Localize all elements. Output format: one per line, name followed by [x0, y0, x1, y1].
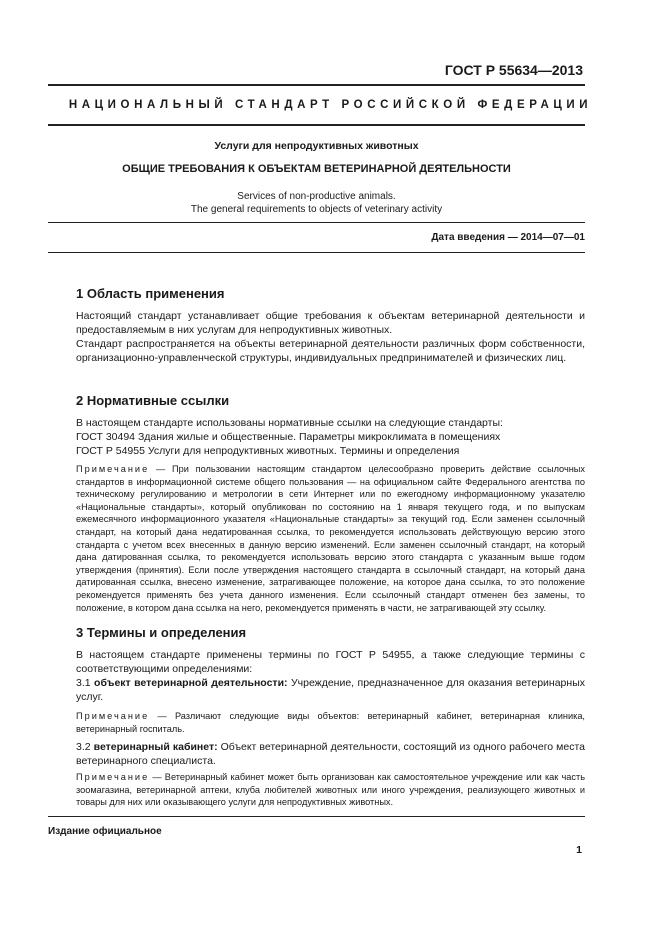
- term-3-2-number: 3.2: [76, 741, 94, 753]
- section2-intro: В настоящем стандарте использованы нормативные ссылки на следующие стандарты:: [76, 417, 503, 429]
- term-3-2-term: ветеринарный кабинет:: [93, 741, 218, 753]
- national-standard-banner: НАЦИОНАЛЬНЫЙ СТАНДАРТ РОССИЙСКОЙ ФЕДЕРАЦИИ: [68, 99, 593, 111]
- note-text: — При пользовании настоящим стандартом целесообразно проверить действие ссылочных стандартов в информационной системе общего пользования — на официальном сайте Федерального агентства по техническому регулированию и метрологии в сети Интернет или по ежегодному информационному указателю «Национальные стандарты», который опубликован по состоянию на 1 января текущего года, и по выпускам ежемесячного информационного указателя «Национальные стандарты» за текущий год. Если заменен ссылочный стандарт, на который дана недатированная ссылка, то рекомендуется использовать действующую версию этого стандарта с учетом всех внесенных в данную версию изменений. Если заменен ссылочный стандарт, на который дана датированная ссылка, то рекомендуется использовать версию этого стандарта с указанным выше годом утверждения (принятия). Если после утверждения настоящего стандарта в ссылочный стандарт, на который дана датированная ссылка, внесено изменение, затрагивающее положение, на которое дана ссылка, то это положение рекомендуется применять без учета данного изменения. Если ссылочный стандарт отменен без замены, то положение, в котором дана ссылка на него, рекомендуется применять в части, не затрагивающей эту ссылку.: [76, 464, 585, 613]
- section1-paragraph1: [76, 309, 585, 337]
- title-en-block: [48, 190, 585, 216]
- section1-paragraph2: [76, 337, 585, 365]
- date-rule: [48, 252, 585, 253]
- subtitle-ru: Услуги для непродуктивных животных: [214, 140, 419, 152]
- section2-heading: 2 Нормативные ссылки: [76, 393, 230, 408]
- section1-heading: 1 Область применения: [76, 286, 225, 301]
- section2-ref1: ГОСТ 30494 Здания жилые и общественные. Параметры микроклимата в помещениях: [76, 431, 501, 443]
- section3-intro: В настоящем стандарте применены термины по ГОСТ Р 54955, а также следующие термины с соответствующими определениями:: [76, 649, 585, 675]
- section1-p2-text: Стандарт распространяется на объекты ветеринарной деятельности различных форм собственности, организационно-управленческой структуры, индивидуальных предпринимателей и физических лиц.: [76, 338, 585, 364]
- section1-p1-text: Настоящий стандарт устанавливает общие требования к объектам ветеринарной деятельности и предоставляемым в них услугам для непродуктивных животных.: [76, 310, 585, 336]
- note2-label: Примечание: [76, 772, 150, 782]
- banner-rule: [48, 124, 585, 126]
- term-3-2-definition: Объект ветеринарной деятельности, состоящий из одного рабочего места ветеринарного специалиста.: [76, 741, 585, 767]
- note1-label: Примечание: [76, 711, 150, 721]
- intro-date: Дата введения — 2014—07—01: [431, 232, 585, 243]
- title-ru: ОБЩИЕ ТРЕБОВАНИЯ К ОБЪЕКТАМ ВЕТЕРИНАРНОЙ ДЕЯТЕЛЬНОСТИ: [122, 163, 511, 175]
- term-3-2-note: [76, 771, 585, 809]
- term-3-1-number: 3.1: [76, 677, 95, 689]
- term-3-1-definition: Учреждение, предназначенное для оказания ветеринарных услуг.: [76, 677, 585, 703]
- term-3-1-note: [76, 710, 585, 735]
- title-rule: [48, 222, 585, 223]
- footer-rule: [48, 816, 585, 817]
- page-number: 1: [576, 844, 582, 856]
- section3-heading: 3 Термины и определения: [76, 625, 247, 640]
- standard-code: ГОСТ Р 55634—2013: [444, 62, 583, 78]
- section2-note: [76, 463, 585, 614]
- subtitle-en: Services of non-productive animals.: [237, 191, 396, 202]
- edition-label: Издание официальное: [48, 826, 162, 837]
- term-3-2: [76, 740, 585, 768]
- title-en: The general requirements to objects of veterinary activity: [190, 204, 443, 215]
- note2-text: — Ветеринарный кабинет может быть организован как самостоятельное учреждение или как часть зоомагазина, ветеринарной аптеки, клуба любителей животных или иного учреждения, реализующего животных и товары для них или оказывающего услуги для непродуктивных животных.: [76, 772, 585, 808]
- note-label: Примечание: [76, 464, 150, 474]
- note1-text: — Различают следующие виды объектов: ветеринарный кабинет, ветеринарная клиника, ветеринарный госпиталь.: [76, 711, 585, 734]
- section2-ref2: ГОСТ Р 54955 Услуги для непродуктивных животных. Термины и определения: [76, 445, 460, 457]
- header-rule: [48, 84, 585, 86]
- term-3-1-term: объект ветеринарной деятельности:: [94, 677, 288, 689]
- term-3-1: [76, 676, 585, 704]
